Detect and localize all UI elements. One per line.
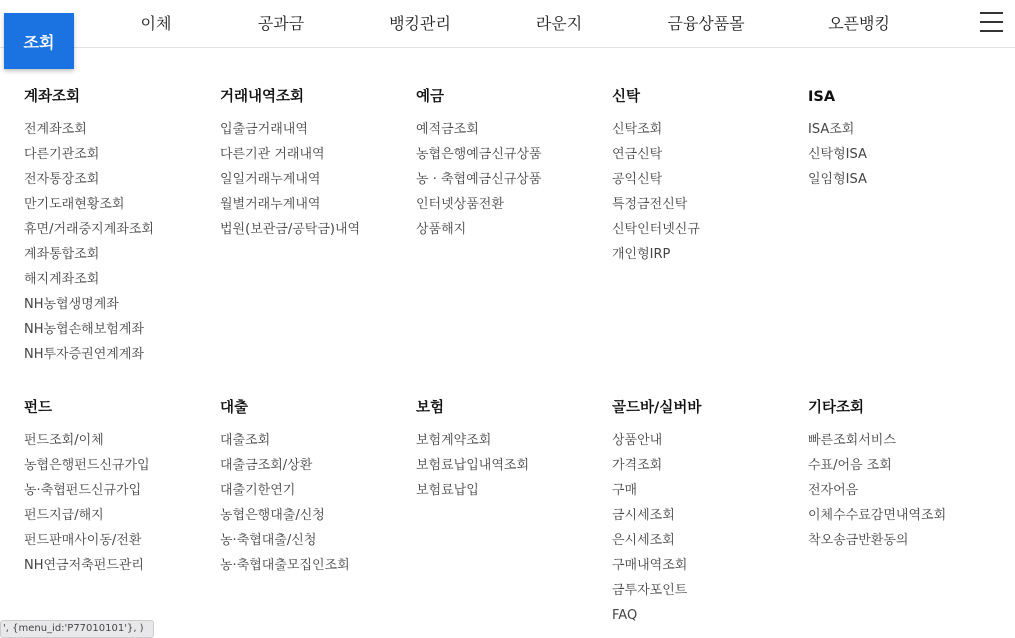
menu-link[interactable]: 공익신탁 [612,172,663,187]
section-title: 신탁 [612,89,641,105]
menu-section-loan [220,397,410,578]
menu-link[interactable]: 은시세조회 [612,533,675,548]
menu-section-trust [612,86,802,267]
menu-link[interactable]: 입출금거래내역 [220,122,308,137]
menu-section-transaction-history [220,86,410,242]
menu-link[interactable]: 연금신탁 [612,147,663,162]
menu-link[interactable]: 해지계좌조회 [24,272,100,287]
section-title: 거래내역조회 [220,89,305,105]
section-link-list [808,117,998,192]
menu-link[interactable]: 펀드판매사이동/전환 [24,533,142,548]
menu-link[interactable]: 착오송금반환동의 [808,533,909,548]
menu-link[interactable]: ISA조회 [808,122,855,137]
menu-link[interactable]: 이체수수료감면내역조회 [808,508,947,523]
menu-link[interactable]: 상품안내 [612,433,663,448]
menu-link[interactable]: 계좌통합조회 [24,247,100,262]
section-title: ISA [808,89,836,105]
menu-link[interactable]: 농협은행대출/신청 [220,508,325,523]
menu-section-gold-silver-bar [612,397,802,628]
menu-link[interactable]: 상품해지 [416,222,467,237]
menu-link[interactable]: 특정금전신탁 [612,197,688,212]
menu-link[interactable]: 농·축협펀드신규가입 [24,483,142,498]
menu-link[interactable]: 구매 [612,483,638,498]
menu-section-other-inquiry [808,397,998,553]
menu-link[interactable]: 농·축협대출/신청 [220,533,317,548]
nav-item-transfer[interactable]: 이체 [140,14,172,33]
menu-link[interactable]: 수표/어음 조회 [808,458,892,473]
menu-link[interactable]: NH농협생명계좌 [24,297,119,312]
section-title: 보험 [416,400,445,416]
section-link-list [612,117,802,267]
menu-link[interactable]: 인터넷상품전환 [416,197,504,212]
menu-link[interactable]: 신탁조회 [612,122,663,137]
menu-link[interactable]: FAQ [612,608,638,623]
menu-link[interactable]: 일임형ISA [808,172,867,187]
menu-link[interactable]: 보험료납입내역조회 [416,458,530,473]
menu-link[interactable]: NH연금저축펀드관리 [24,558,144,573]
menu-link[interactable]: 농협은행펀드신규가입 [24,458,150,473]
menu-link[interactable]: 농·축협대출모집인조회 [220,558,350,573]
section-link-list [24,117,214,367]
menu-link[interactable]: 보험계약조회 [416,433,492,448]
section-link-list [220,117,410,242]
section-title: 예금 [416,89,445,105]
nav-item-open-banking[interactable]: 오픈뱅킹 [828,14,890,33]
menu-link[interactable]: 신탁인터넷신규 [612,222,700,237]
section-title: 골드바/실버바 [612,400,702,416]
menu-section-isa [808,86,998,192]
section-title: 기타조회 [808,400,865,416]
nav-item-utility-bills[interactable]: 공과금 [257,14,305,33]
hamburger-menu-icon[interactable] [980,12,1003,32]
top-navigation [0,0,1015,48]
menu-link[interactable]: 전계좌조회 [24,122,87,137]
menu-link[interactable]: NH농협손해보험계좌 [24,322,144,337]
menu-link[interactable]: 펀드조회/이체 [24,433,104,448]
menu-link[interactable]: 금시세조회 [612,508,675,523]
menu-link[interactable]: 휴면/거래중지계좌조회 [24,222,154,237]
menu-link[interactable]: 다른기관 거래내역 [220,147,325,162]
nav-item-financial-products[interactable]: 금융상품몰 [667,14,745,33]
menu-section-deposit [416,86,606,242]
menu-link[interactable]: 대출조회 [220,433,271,448]
nav-item-lounge[interactable]: 라운지 [535,14,583,33]
menu-link[interactable]: 빠른조회서비스 [808,433,896,448]
menu-link[interactable]: 대출기한연기 [220,483,296,498]
status-bar-url: ', {menu_id:'P77010101'}, ) [0,620,154,638]
menu-link[interactable]: 전자어음 [808,483,859,498]
menu-link[interactable]: 다른기관조회 [24,147,100,162]
menu-link[interactable]: 개인형IRP [612,247,671,262]
section-title: 대출 [220,400,249,416]
section-link-list [416,428,606,503]
menu-section-account-inquiry [24,86,214,367]
menu-link[interactable]: 대출금조회/상환 [220,458,313,473]
menu-link[interactable]: 월별거래누계내역 [220,197,321,212]
menu-section-insurance [416,397,606,503]
menu-link[interactable]: 전자통장조회 [24,172,100,187]
menu-link[interactable]: NH투자증권연계계좌 [24,347,144,362]
section-link-list [416,117,606,242]
section-title: 계좌조회 [24,89,81,105]
menu-link[interactable]: 금투자포인트 [612,583,688,598]
menu-link[interactable]: 일일거래누계내역 [220,172,321,187]
section-link-list [808,428,998,553]
menu-link[interactable]: 농 · 축협예금신규상품 [416,172,542,187]
menu-link[interactable]: 가격조회 [612,458,663,473]
section-link-list [24,428,214,578]
section-title: 펀드 [24,400,53,416]
menu-link[interactable]: 법원(보관금/공탁금)내역 [220,222,361,237]
section-link-list [220,428,410,578]
nav-item-inquiry-active[interactable]: 조회 [4,13,74,69]
menu-link[interactable]: 보험료납입 [416,483,479,498]
section-link-list [612,428,802,628]
menu-link[interactable]: 예적금조회 [416,122,479,137]
menu-link[interactable]: 펀드지급/해지 [24,508,104,523]
menu-link[interactable]: 만기도래현황조회 [24,197,125,212]
menu-link[interactable]: 구매내역조회 [612,558,688,573]
nav-item-banking-management[interactable]: 뱅킹관리 [389,14,451,33]
menu-link[interactable]: 농협은행예금신규상품 [416,147,542,162]
menu-section-fund [24,397,214,578]
menu-link[interactable]: 신탁형ISA [808,147,867,162]
